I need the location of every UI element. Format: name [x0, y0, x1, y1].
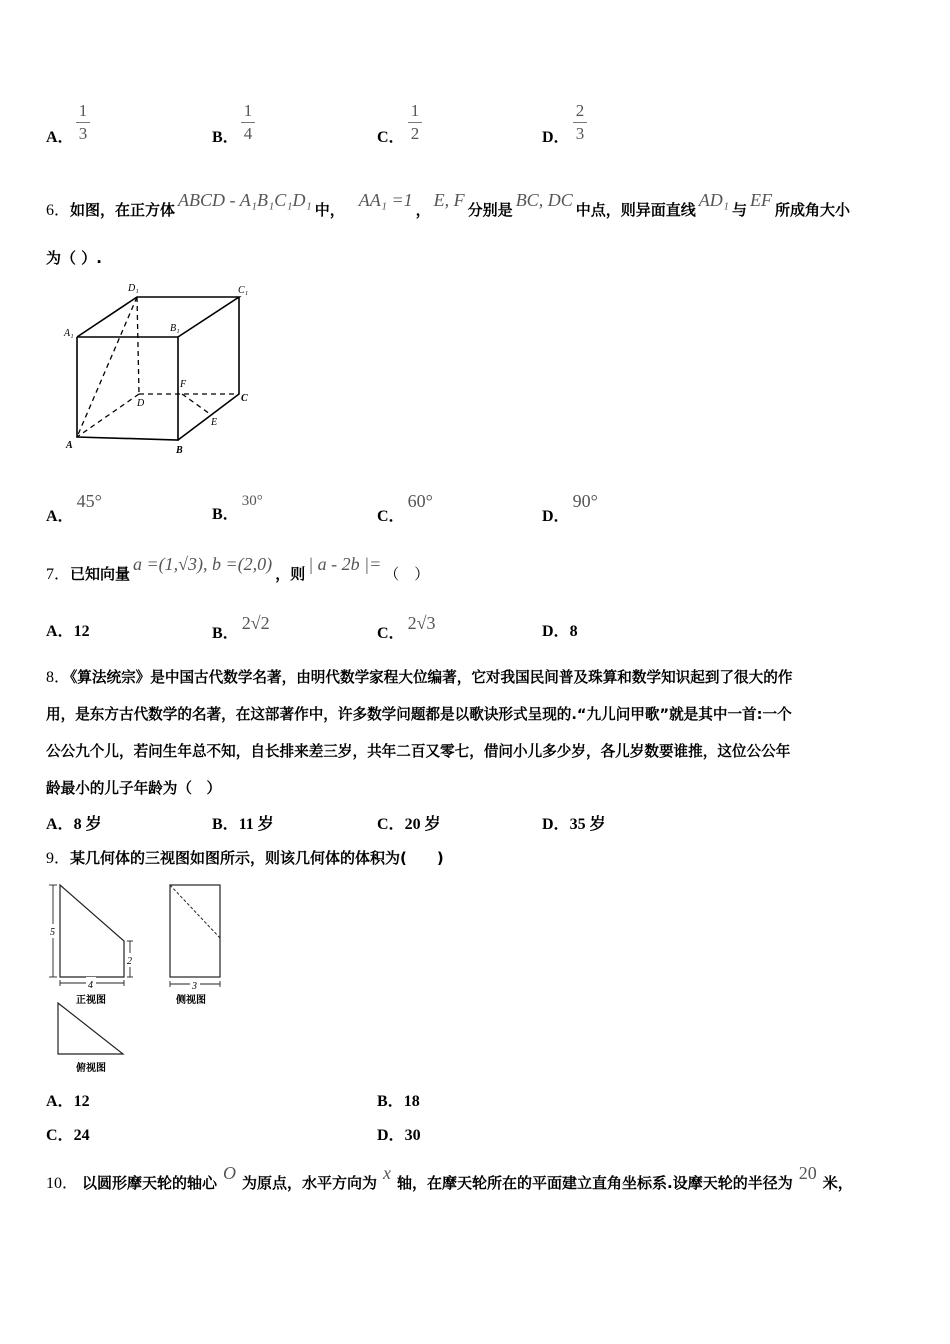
label-c1: C₁	[238, 285, 249, 296]
q6-math: EF	[750, 190, 772, 210]
q7-option-a: A．12	[46, 623, 90, 640]
side-view-shape	[170, 885, 220, 977]
q6-math: ABCD - A₁B₁C₁D₁	[178, 190, 312, 210]
front-view-shape	[60, 885, 124, 977]
top-view-caption: 俯视图	[76, 1063, 106, 1074]
q6-option-a: A．45°	[46, 491, 102, 525]
q7-stem	[46, 554, 430, 585]
q8-option-a: A．8 岁	[46, 816, 102, 833]
dimension-lines	[49, 885, 220, 987]
q7-math: a =(1,√3), b =(2,0)	[133, 554, 273, 574]
q7-option-c: C．2√3	[377, 613, 436, 642]
q9-option-b: B．18	[377, 1093, 420, 1110]
q7-option-b: B．2√2	[212, 613, 270, 642]
q6-number: 6．	[46, 202, 71, 219]
dim-3: 3	[192, 981, 197, 992]
cube-front-face	[77, 337, 178, 440]
dim-5: 5	[50, 927, 55, 938]
q5-option-b-label: B．	[212, 129, 239, 146]
q5-option-d-fraction: 2 3	[573, 102, 587, 143]
q7-number: 7．	[46, 566, 71, 583]
q10-stem	[46, 1163, 853, 1194]
q7-text: 已知向量	[70, 565, 131, 583]
q10-math: 20	[798, 1163, 817, 1183]
label-c: C	[241, 393, 248, 404]
three-view-figure	[49, 885, 220, 1054]
q7-option-d: D．8	[542, 623, 578, 640]
q6-option-d: D．90°	[542, 491, 598, 525]
q6-text: 中，	[314, 201, 345, 219]
q10-text: 为原点，水平方向为	[242, 1174, 378, 1192]
q10-text: 以圆形摩天轮的轴心	[82, 1174, 218, 1192]
q6-option-c: C．60°	[377, 491, 433, 525]
q6-math: AA₁ =1	[358, 190, 413, 210]
label-f: F	[180, 379, 187, 390]
q6-text: 中点，则异面直线	[575, 201, 696, 219]
label-b: B	[176, 445, 183, 456]
q5-option-a-fraction: 1 3	[76, 102, 90, 143]
q8-line-4: 龄最小的儿子年龄为（ ）	[46, 780, 222, 797]
q6-option-b: B．30°	[212, 493, 263, 523]
q5-option-c-label: C．	[377, 129, 405, 146]
q9-option-c: C．24	[46, 1127, 90, 1144]
q8-option-d: D．35 岁	[542, 816, 606, 833]
q6-text: ，	[415, 201, 431, 219]
top-view-shape	[58, 1003, 123, 1054]
label-a1: A₁	[64, 328, 74, 339]
cube-hidden-edges	[77, 297, 239, 437]
q5-option-d-label: D．	[542, 129, 570, 146]
q10-math: O	[223, 1163, 237, 1183]
q6-text: 与	[731, 201, 747, 219]
q6-text: 所成角大小	[775, 201, 851, 219]
q6-stem-line2: 为（ ）.	[46, 249, 102, 267]
label-e: E	[211, 417, 218, 428]
q8-line-2: 用，是东方古代数学的名著，在这部著作中，许多数学问题都是以歌诀形式呈现的.“九儿问甲歌”就是其中一首:一个	[46, 706, 792, 723]
q9-stem: 9．某几何体的三视图如图所示，则该几何体的体积为( )	[46, 849, 444, 867]
q6-math: BC, DC	[515, 190, 573, 210]
q8-line-3: 公公九个儿，若问生年总不知，自长排来差三岁，共年二百又零七，借问小儿多少岁，各儿岁数要谁推，这位公公年	[46, 743, 791, 760]
q6-math: AD₁	[698, 190, 729, 210]
side-view-hidden-line	[170, 885, 220, 938]
q6-text: 如图，在正方体	[70, 201, 176, 219]
q5-option-a-label: A．	[46, 129, 74, 146]
label-b1: B₁	[170, 323, 180, 334]
q7-text: ，则	[275, 565, 306, 583]
cube-right-edges	[178, 297, 239, 440]
q5-option-c-fraction: 1 2	[408, 102, 422, 143]
q10-text: 轴，在摩天轮所在的平面建立直角坐标系.设摩天轮的半径为	[397, 1174, 793, 1192]
dim-4: 4	[88, 980, 93, 991]
q8-line-1: 8．《算法统宗》是中国古代数学名著，由明代数学家程大位编著，它对我国民间普及珠算和数学知识起到了很大的作	[46, 669, 793, 686]
q7-text: （ ）	[384, 565, 430, 583]
q5-option-b-fraction: 1 4	[241, 102, 255, 143]
q6-text: 分别是	[467, 201, 513, 219]
side-view-caption: 侧视图	[176, 995, 206, 1006]
q6-math: E, F	[433, 190, 465, 210]
q9-option-a: A．12	[46, 1093, 90, 1110]
q10-number: 10．	[46, 1175, 79, 1192]
q8-option-c: C．20 岁	[377, 816, 441, 833]
three-view-labels	[49, 924, 206, 1074]
dim-2: 2	[127, 956, 132, 967]
front-view-caption: 正视图	[76, 995, 106, 1006]
cube-top-edges	[77, 297, 239, 337]
label-d: D	[137, 398, 145, 409]
label-a: A	[66, 440, 73, 451]
label-d1: D₁	[128, 283, 139, 294]
q9-option-d: D．30	[377, 1127, 421, 1144]
q10-text: 米，	[822, 1174, 853, 1192]
q8-option-b: B．11 岁	[212, 816, 274, 833]
q7-math: | a - 2b |=	[308, 554, 382, 574]
q10-math: x	[383, 1163, 392, 1183]
